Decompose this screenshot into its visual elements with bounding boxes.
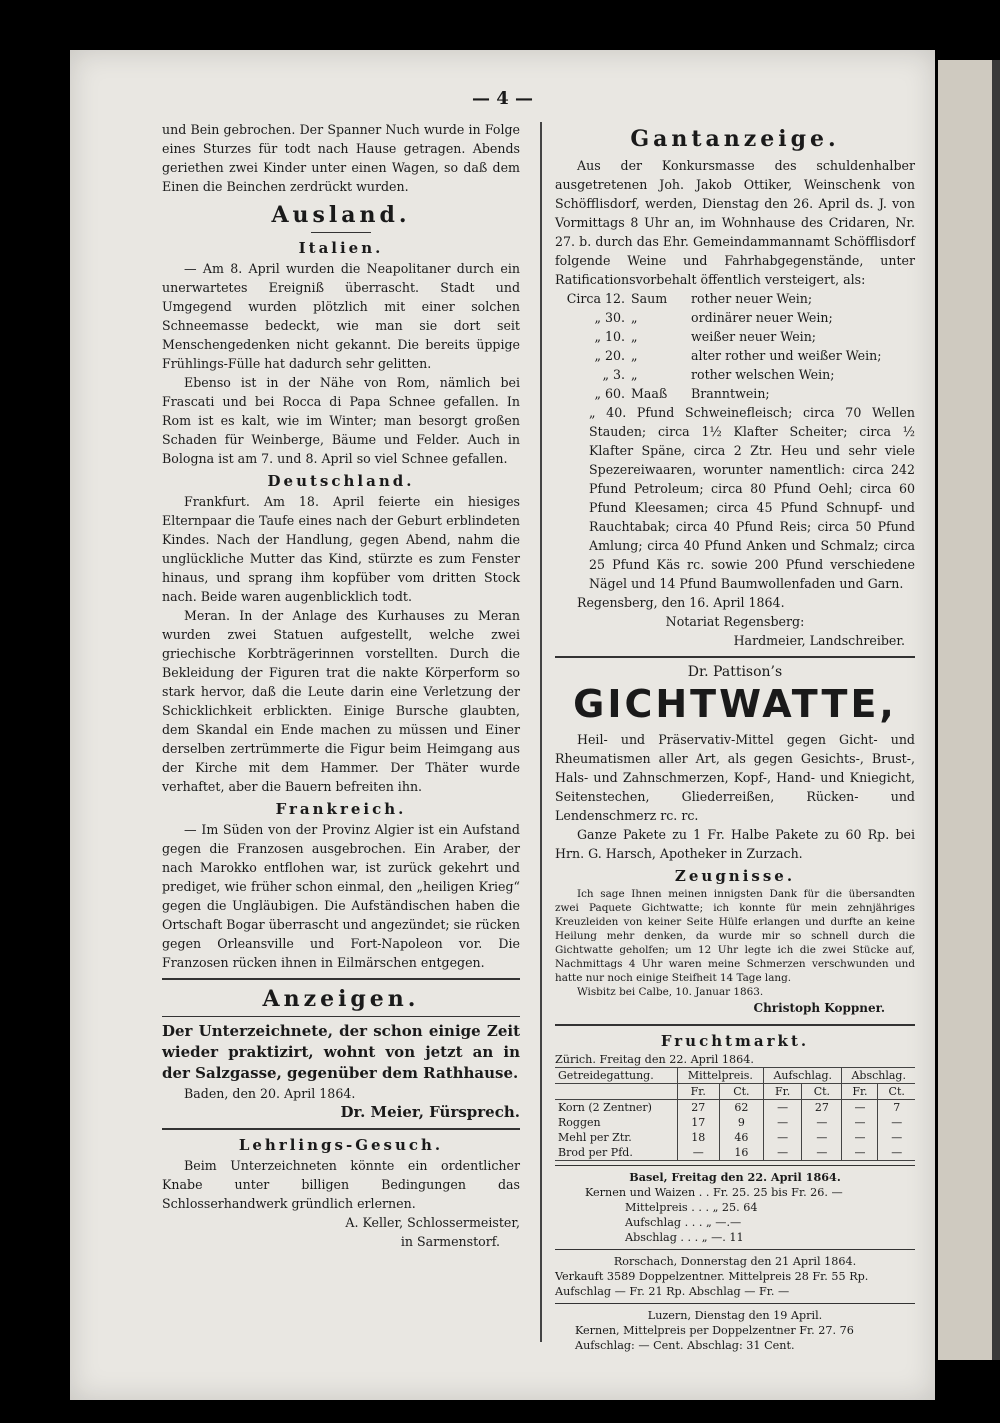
- gant-heading: Gantanzeige.: [630, 126, 840, 152]
- anzeigen-heading: Anzeigen.: [262, 986, 420, 1012]
- lehrlings-heading: Lehrlings-Gesuch.: [238, 1136, 444, 1154]
- basel-heading: Basel, Freitag den 22. April 1864.: [629, 1170, 841, 1184]
- basel-line: Kernen und Waizen . . Fr. 25. 25 bis Fr. 26. —: [585, 1186, 843, 1199]
- meier-ad-text: Der Unterzeichnete, der schon einige Zeit wieder praktizirt, wohnt von jetzt an in der Salzgasse, gegenüber dem Rathhause.: [162, 1022, 520, 1082]
- list-item: „ 10. „ weißer neuer Wein;: [594, 329, 817, 344]
- deutschland-paragraph-2: Meran. In der Anlage des Kurhauses zu Meran wurden zwei Statuen aufgestellt, welche zwei griechische Korbträgerinnen vorstellten. Durch die Bekleidung der Figuren trat die nakte Körperform so stark hervor, daß die Leute darin eine Verletzung der Schicklichkeit erblickten. Einige Bursche glaubten, dem Skandal ein Ende machen zu müssen und Einer derselben zertrümmerte die Figur beim Heimgang aus der Kirche mit dem Hammer. Der Thäter wurde verhaftet, aber die Bauern befreiten ihn.: [162, 608, 520, 794]
- rorschach-line: Aufschlag — Fr. 21 Rp. Abschlag — Fr. —: [555, 1285, 790, 1298]
- luzern-section: [555, 1308, 915, 1353]
- adjacent-page-edge: [938, 60, 1000, 1360]
- table-header-row: Getreidegattung. Mittelpreis. Aufschlag. Abschlag.: [555, 1068, 915, 1084]
- basel-line: Mittelpreis . . . „ 25. 64: [625, 1201, 758, 1214]
- table-subheader-row: Fr. Ct. Fr. Ct. Fr. Ct.: [555, 1084, 915, 1100]
- gant-signature: Hardmeier, Landschreiber.: [733, 633, 905, 648]
- italien-paragraph-1: — Am 8. April wurden die Neapolitaner durch ein unerwartetes Ereigniß überrascht. Stadt und Umgegend wurden plötzlich mit einer solchen Schneemasse bedeckt, wie man sie dort seit Menschengedenken nicht gekannt. Die bereits üppige Frühlings-Fülle hat dadurch sehr gelitten.: [162, 261, 520, 371]
- rorschach-line: Verkauft 3589 Doppelzentner. Mittelpreis 28 Fr. 55 Rp.: [555, 1270, 869, 1283]
- rorschach-heading: Rorschach, Donnerstag den 21 April 1864.: [613, 1255, 857, 1268]
- fruchtmarkt-heading: Fruchtmarkt.: [660, 1032, 810, 1050]
- meier-ad-signature: Dr. Meier, Fürsprech.: [340, 1103, 520, 1121]
- divider: [555, 1303, 915, 1304]
- frankreich-paragraph: — Im Süden von der Provinz Algier ist ein Aufstand gegen die Franzosen ausgebrochen. Ein Araber, der nach Marokko entflohen war, ist zurück gekehrt und prediget, wie früher schon einmal, den „heiligen Krieg“ gegen die Ungläubigen. Die Aufständischen haben die Ortschaft Bogar überrascht und angezündet; sie rücken gegen Orleansville und Fort-Napoleon vor. Die Franzosen rücken ihnen in Eilmärschen entgegen.: [162, 822, 520, 970]
- column-divider: [540, 122, 542, 1342]
- basel-line: Abschlag . . . „ —. 11: [625, 1231, 744, 1244]
- zurich-heading: Zürich. Freitag den 22. April 1864.: [555, 1053, 754, 1066]
- zeugnisse-place: Wisbitz bei Calbe, 10. Januar 1863.: [577, 986, 764, 998]
- gant-text: Aus der Konkursmasse des schuldenhalber ausgetretenen Joh. Jakob Ottiker, Weinschenk von Schöfflisdorf, werden, Dienstag den 26. April ds. J. von Vormittags 8 Uhr an, im Wohnhause des Cridaren, Nr. 27. b. durch das Ehr. Gemeindammannamt Schöfflisdorf folgende Weine und Fahrhabgegenstände, unter Ratificationsvorbehalt öffentlich versteigert, als:: [555, 158, 915, 287]
- luzern-heading: Luzern, Dienstag den 19 April.: [647, 1309, 823, 1322]
- italien-paragraph-2: Ebenso ist in der Nähe von Rom, nämlich bei Frascati und bei Rocca di Papa Schnee gefallen. In Rom ist es kalt, wie im Winter; man besorgt großen Schaden für Weinberge, Bäume und Felder. Auch in Bologna ist am 7. und 8. April so viel Schnee gefallen.: [162, 375, 520, 466]
- table-row: Korn (2 Zentner) 27 62 — 27 — 7: [555, 1100, 915, 1116]
- adjacent-page-text: [992, 60, 1000, 1360]
- zeugnisse-signature: Christoph Koppner.: [753, 1001, 885, 1015]
- divider: [555, 1249, 915, 1250]
- divider: [162, 1016, 520, 1017]
- wine-list: [555, 289, 915, 403]
- basel-line: Aufschlag . . . „ —.—: [625, 1216, 742, 1229]
- list-item: Circa 12. Saum rother neuer Wein;: [566, 291, 813, 306]
- table-row: Mehl per Ztr. 18 46 — — — —: [555, 1130, 915, 1145]
- divider: [311, 232, 371, 233]
- luzern-line: Aufschlag: — Cent. Abschlag: 31 Cent.: [575, 1339, 795, 1352]
- intro-paragraph: und Bein gebrochen. Der Spanner Nuch wurde in Folge eines Sturzes für todt nach Hause getragen. Abends geriethen zwei Kinder unter einen Wagen, so daß dem Einen die Beinchen zerdrückt wurden.: [162, 122, 520, 194]
- right-column: [555, 120, 915, 1353]
- meier-ad-date: Baden, den 20. April 1864.: [184, 1086, 356, 1101]
- list-item: „ 30. „ ordinärer neuer Wein;: [594, 310, 833, 325]
- ausland-heading: Ausland.: [271, 202, 411, 228]
- table-row: Roggen 17 9 — — — —: [555, 1115, 915, 1130]
- deutschland-heading: Deutschland.: [267, 472, 415, 490]
- italien-heading: Italien.: [298, 239, 384, 257]
- gicht-price: Ganze Pakete zu 1 Fr. Halbe Pakete zu 60 Rp. bei Hrn. G. Harsch, Apotheker in Zurzach.: [555, 827, 915, 861]
- divider: [555, 1024, 915, 1026]
- lehrlings-signature-1: A. Keller, Schlossermeister,: [345, 1215, 520, 1230]
- gant-text-2: „ 40. Pfund Schweinefleisch; circa 70 Wellen Stauden; circa 1½ Klafter Scheiter; circa ½ Klafter Späne, circa 2 Ztr. Heu und sehr viele Spezereiwaaren, worunter namentlich: circa 242 Pfund Petroleum; circa 80 Pfund Oehl; circa 60 Pfund Kleesamen; circa 45 Pfund Schnupf- und Rauchtabak; circa 40 Pfund Reis; circa 50 Pfund Amlung; circa 40 Pfund Anken und Schmalz; circa 25 Pfund Käs rc. sowie 200 Pfund verschiedene Nägel und 14 Pfund Baumwollenfaden und Garn.: [589, 405, 915, 591]
- gicht-title: GICHTWATTE,: [573, 682, 897, 726]
- divider: [162, 1128, 520, 1130]
- left-column: [162, 120, 520, 1251]
- gant-date: Regensberg, den 16. April 1864.: [577, 595, 785, 610]
- divider: [162, 978, 520, 980]
- zeugnisse-heading: Zeugnisse.: [674, 867, 796, 885]
- rorschach-section: [555, 1254, 915, 1299]
- lehrlings-signature-2: in Sarmenstorf.: [400, 1234, 500, 1249]
- luzern-line: Kernen, Mittelpreis per Doppelzentner Fr. 27. 76: [575, 1324, 854, 1337]
- list-item: „ 3. „ rother welschen Wein;: [602, 367, 835, 382]
- list-item: „ 20. „ alter rother und weißer Wein;: [594, 348, 882, 363]
- frankreich-heading: Frankreich.: [275, 800, 407, 818]
- deutschland-paragraph-1: Frankfurt. Am 18. April feierte ein hiesiges Elternpaar die Taufe eines nach der Geburt erblindeten Kindes. Nach der Handlung, gegen Abend, nahm die unglückliche Mutter das Kind, stürzte es zum Fenster hinaus, und sprang ihm kopfüber vom dritten Stock nach. Beide waren augenblicklich todt.: [162, 494, 520, 604]
- basel-section: [555, 1170, 915, 1245]
- zeugnisse-text: Ich sage Ihnen meinen innigsten Dank für die übersandten zwei Paquete Gichtwatte; ich konnte für mein zehnjähriges Kreuzleiden von keiner Seite Hülfe erlangen und durfte an keine Heilung mehr denken, da wurde mir so schnell durch die Gichtwatte geholfen; um 12 Uhr legte ich die zwei Stücke auf, Nachmittags 4 Uhr waren meine Schmerzen verschwunden und hatte nur noch einige Steifheit 14 Tage lang.: [555, 888, 915, 984]
- gant-notar: Notariat Regensberg:: [665, 614, 805, 629]
- divider: [555, 1165, 915, 1166]
- divider: [555, 656, 915, 658]
- lehrlings-text: Beim Unterzeichneten könnte ein ordentlicher Knabe unter billigen Bedingungen das Schlosserhandwerk gründlich erlernen.: [162, 1158, 520, 1211]
- list-item: „ 60. Maaß Branntwein;: [594, 386, 770, 401]
- fruchtmarkt-table: [555, 1067, 915, 1161]
- gicht-pretitle: Dr. Pattison’s: [687, 664, 783, 680]
- page-number: — 4 —: [471, 88, 534, 109]
- newspaper-page: [70, 50, 935, 1400]
- gicht-text: Heil- und Präservativ-Mittel gegen Gicht- und Rheumatismen aller Art, als gegen Gesichts-, Brust-, Hals- und Zahnschmerzen, Kopf-, Hand- und Kniegicht, Seitenstechen, Gliederreißen, Rücken- und Lendenschmerz rc. rc.: [555, 732, 915, 823]
- table-row: Brod per Pfd. — 16 — — — —: [555, 1145, 915, 1161]
